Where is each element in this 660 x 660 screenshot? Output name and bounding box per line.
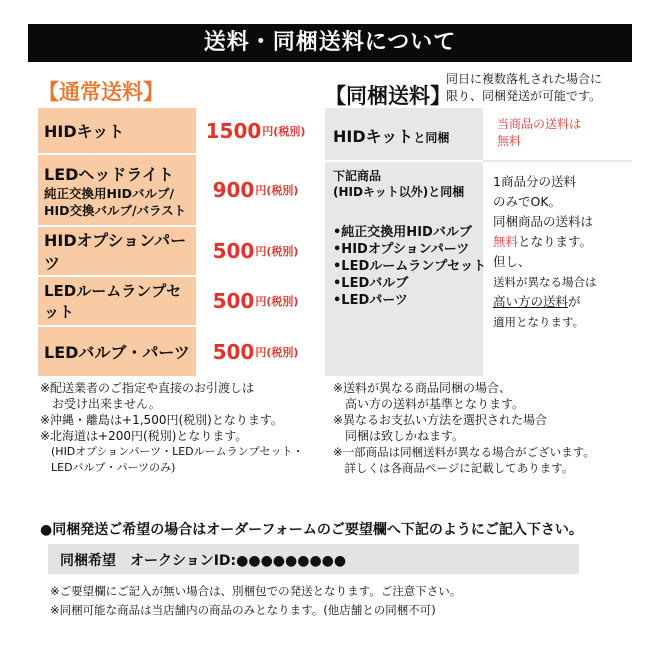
note-line: 詳しくは各商品ページに記載してあります。 — [333, 461, 574, 475]
desc-line: 当商品の送料は — [497, 117, 582, 131]
price — [196, 155, 315, 225]
list-item: •LEDバルブ — [333, 276, 409, 291]
shipping-row-led-headlight — [38, 155, 315, 227]
note-line: ※一部商品は同梱送料が異なる場合がございます。 — [333, 445, 595, 459]
note-line: (HIDオプションパーツ・LEDルームランプセット・ — [40, 445, 304, 458]
note-line: ※北海道は+200円(税別)となります。 — [40, 429, 248, 443]
product-label: HID交換バルブ/バラスト — [44, 202, 187, 218]
note-line: ※沖縄・離島は+1,500円(税別)となります。 — [40, 413, 283, 427]
page-title-banner: 送料・同梱送料について — [28, 24, 632, 62]
price-unit: 円(税別) — [255, 184, 299, 197]
product-label: HIDキット — [44, 122, 125, 141]
note-line: 同日に複数落札された場合に — [446, 72, 603, 86]
title-line: 下記商品 — [333, 169, 382, 183]
list-item: •LEDパーツ — [333, 293, 408, 308]
bundled-row1-desc — [497, 116, 581, 150]
higher-fee-highlight: 高い方の送料 — [493, 294, 569, 309]
shipping-row-led-room — [38, 277, 315, 327]
desc-text: が — [568, 294, 581, 309]
bundled-row1-name — [333, 124, 449, 147]
desc-line: 同梱商品の送料は — [493, 214, 594, 229]
bundled-row2-desc — [493, 172, 597, 332]
list-item: •HIDオプションパーツ — [333, 242, 470, 257]
price — [196, 327, 315, 376]
product-label: HIDオプションパーツ — [44, 231, 187, 273]
sample-entry-text: 同梱希望 オークションID:●●●●●●●●● — [60, 553, 347, 569]
bundled-shipping-note — [446, 71, 602, 105]
product-name — [38, 108, 196, 153]
bundled-row2-title — [333, 168, 464, 200]
normal-shipping-notes — [40, 380, 304, 476]
note-line: お受け出来ません。 — [40, 397, 161, 411]
divider — [325, 160, 483, 162]
price-unit: 円(税別) — [255, 245, 299, 258]
list-item: •純正交換用HIDバルブ — [333, 225, 472, 240]
price-unit: 円(税別) — [255, 345, 299, 359]
note-line: ※ご要望欄にご記入が無い場合は、別梱包での発送となります。ご注意下さい。 — [50, 584, 462, 598]
bundled-shipping-notes — [333, 380, 595, 476]
price-value: 500 — [212, 289, 255, 313]
shipping-row-hid-option — [38, 227, 315, 277]
note-line: 高い方の送料が基準となります。 — [333, 397, 525, 411]
price-unit: 円(税別) — [262, 124, 306, 138]
price-value: 900 — [212, 178, 255, 202]
desc-line: 無料 — [497, 134, 522, 148]
bundled-shipping-title: 【同梱送料】 — [325, 84, 451, 108]
note-line: ※同梱可能な商品は当店舗内の商品のみとなります。(他店舗との同梱不可) — [50, 603, 436, 617]
price-value: 500 — [212, 239, 255, 263]
note-line: 限り、同梱発送が可能です。 — [446, 89, 602, 103]
shipping-row-led-bulb — [38, 327, 315, 376]
title-line: (HIDキット以外)と同梱 — [333, 185, 465, 199]
price — [196, 277, 315, 325]
product-name — [38, 227, 196, 275]
product-label: LEDバルブ・パーツ — [44, 343, 190, 362]
product-name — [38, 155, 196, 225]
note-line: LEDバルブ・パーツのみ) — [40, 461, 176, 474]
desc-line: 適用となります。 — [493, 315, 585, 329]
note-line: 同梱は致しかねます。 — [333, 429, 465, 443]
price-value: 1500 — [205, 118, 262, 143]
free-highlight: 無料 — [493, 234, 519, 249]
note-line: ※異なるお支払い方法を選択された場合 — [333, 413, 548, 427]
bundled-label-suffix: と同梱 — [413, 131, 450, 145]
desc-line: 但し、 — [493, 254, 531, 269]
product-name — [38, 327, 196, 376]
shipping-row-hid-kit — [38, 108, 315, 155]
desc-line: 送料が異なる場合は — [493, 275, 597, 289]
desc-text: となります。 — [518, 234, 593, 249]
bundled-item-list — [333, 224, 486, 309]
price-unit: 円(税別) — [255, 295, 299, 308]
note-line: ※送料が異なる商品同梱の場合、 — [333, 381, 512, 395]
product-label: 純正交換用HIDバルブ/ — [44, 185, 175, 201]
price — [196, 108, 315, 153]
desc-line: 1商品分の送料 — [493, 174, 576, 189]
bottom-notes — [50, 582, 461, 620]
normal-shipping-title: 【通常送料】 — [38, 80, 164, 104]
desc-line — [493, 292, 597, 312]
list-item: •LEDルームランプセット — [333, 259, 487, 274]
bundled-label: HIDキット — [333, 127, 414, 146]
note-line: ※配送業者のご指定や直接のお引渡しは — [40, 381, 255, 395]
bundled-request-heading: ●同梱発送ご希望の場合はオーダーフォームのご要望欄へ下記のようにご記入下さい。 — [40, 522, 583, 538]
desc-line — [493, 232, 597, 252]
divider — [483, 160, 632, 162]
price-value: 500 — [212, 339, 255, 364]
product-label: LEDルームランプセット — [44, 282, 182, 321]
product-label: LEDヘッドライト — [44, 164, 174, 184]
desc-line: のみでOK。 — [493, 194, 562, 209]
product-name — [38, 277, 196, 325]
price — [196, 227, 315, 275]
